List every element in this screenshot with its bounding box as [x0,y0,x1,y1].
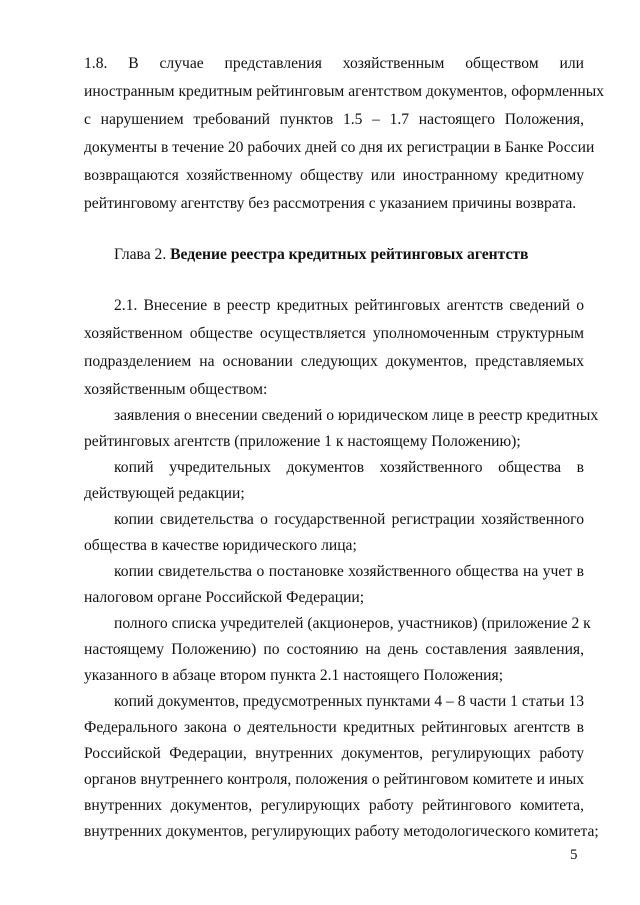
list-item-line: копии свидетельства о государственной регистрации хозяйственного [114,511,584,528]
list-item-line: Федерального закона о деятельности кредитных рейтинговых агентств в [84,719,584,736]
text-line: с нарушением требований пунктов 1.5 – 1.7 настоящего Положения, [84,111,584,128]
chapter-label: Глава 2. [114,246,171,263]
page-number: 5 [570,847,578,863]
list-item-line: внутренних документов, регулирующих работу методологического комитета; [84,823,599,840]
list-item-line: полного списка учредителей (акционеров, участников) (приложение 2 к [114,615,591,632]
list-item-line: копий документов, предусмотренных пунктами 4 – 8 части 1 статьи 13 [114,693,585,710]
list-item-line: общества в качестве юридического лица; [84,537,357,554]
list-item-line: рейтинговых агентств (приложение 1 к настоящему Положению); [84,433,521,450]
chapter-heading [114,245,584,265]
list-item-line: указанного в абзаце втором пункта 2.1 настоящего Положения; [84,667,504,684]
text-line: документы в течение 20 рабочих дней со дня их регистрации в Банке России [84,139,595,156]
text-line: подразделением на основании следующих документов, представляемых [84,353,584,370]
list-item-line: копии свидетельства о постановке хозяйственного общества на учет в [114,563,584,580]
text-line: хозяйственным обществом: [84,381,268,398]
list-item-line: настоящему Положению) по состоянию на день составления заявления, [84,641,584,658]
text-line: 2.1. Внесение в реестр кредитных рейтинговых агентств сведений о [114,297,584,314]
list-item-line: заявления о внесении сведений о юридическом лице в реестр кредитных [114,407,599,424]
list-item-line: Российской Федерации, внутренних документов, регулирующих работу [84,745,584,762]
list-item-line: органов внутреннего контроля, положения о рейтинговом комитете и иных [84,771,584,788]
list-item-line: налоговом органе Российской Федерации; [84,589,365,606]
text-line: 1.8. В случае представления хозяйственным обществом или [84,55,584,72]
chapter-title: Ведение реестра кредитных рейтинговых агентств [170,246,529,263]
list-item-line: действующей редакции; [84,485,245,502]
text-line: возвращаются хозяйственному обществу или иностранному кредитному [84,167,584,184]
text-line: рейтинговому агентству без рассмотрения с указанием причины возврата. [84,195,577,212]
list-item-line: внутренних документов, регулирующих работу рейтингового комитета, [84,797,584,814]
list-item-line: копий учредительных документов хозяйственного общества в [114,459,584,476]
text-line: хозяйственном обществе осуществляется уполномоченным структурным [84,325,584,342]
text-line: иностранным кредитным рейтинговым агентством документов, оформленных [84,83,605,100]
